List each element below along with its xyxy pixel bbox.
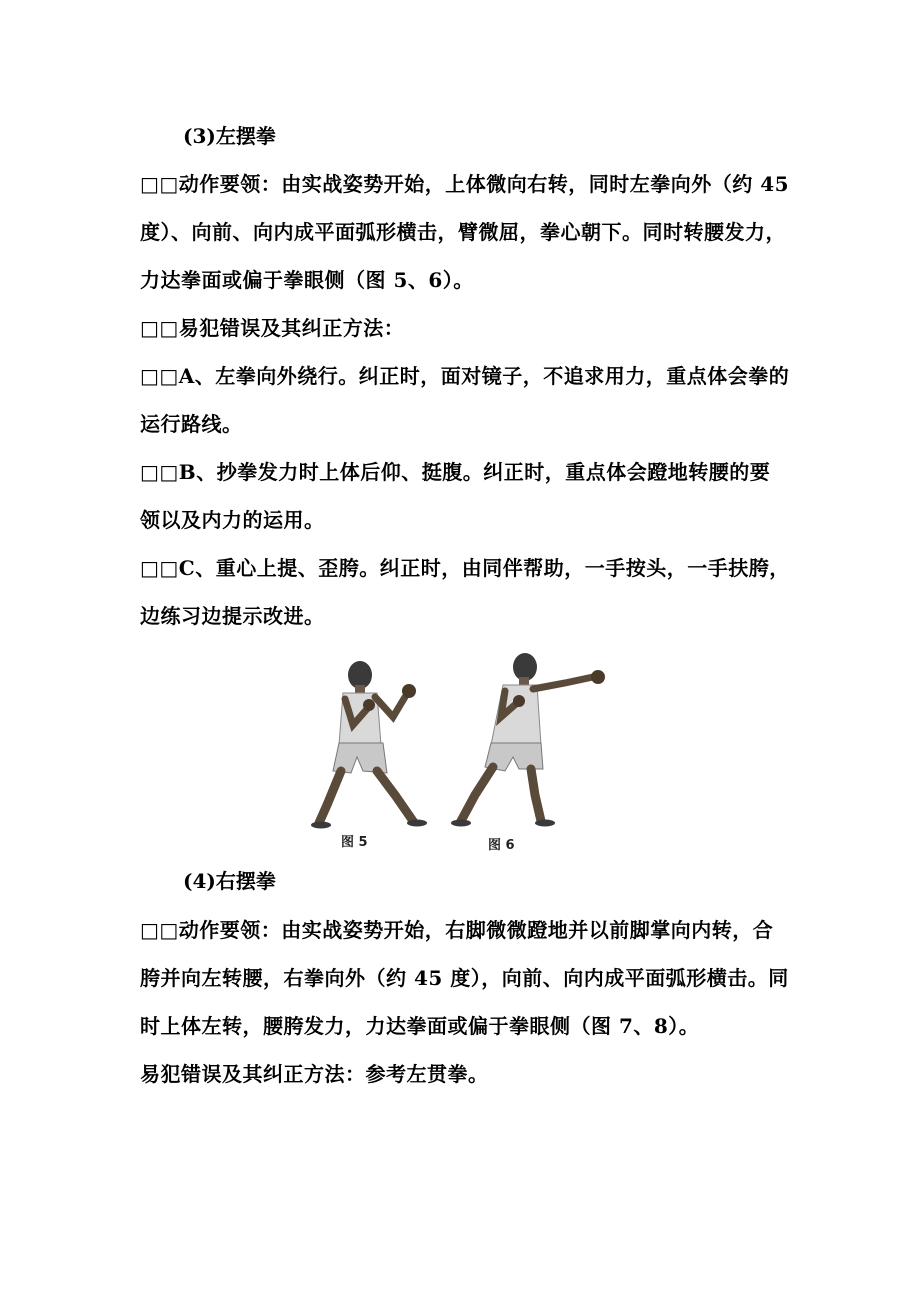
section-3-errors-title: □□易犯错误及其纠正方法：: [140, 316, 405, 340]
boxing-figure: [305, 645, 610, 860]
section-4-errors: 易犯错误及其纠正方法：参考左贯拳。: [140, 1062, 489, 1086]
section-4-key-points: □□动作要领：由实战姿势开始，右脚微微蹬地并以前脚掌向内转，合胯并向左转腰，右拳向外（约 45 度），向前、向内成平面弧形横击。同时上体左转，腰胯发力，力达拳面或偏于拳眼侧（图 7、8）。: [140, 918, 789, 1038]
boxer-figure-5: [311, 661, 427, 829]
figure-6-caption: 图 6: [488, 838, 515, 853]
section-3-error-a: □□A、左拳向外绕行。纠正时，面对镜子，不追求用力，重点体会拳的运行路线。: [140, 364, 790, 436]
section-3-key-points: □□动作要领：由实战姿势开始，上体微向右转，同时左拳向外（约 45 度）、向前、向内成平面弧形横击，臂微屈，拳心朝下。同时转腰发力，力达拳面或偏于拳眼侧（图 5、6）。: [140, 172, 790, 292]
section-3-error-b: □□B、抄拳发力时上体后仰、挺腹。纠正时，重点体会蹬地转腰的要领以及内力的运用。: [140, 460, 771, 532]
boxer-figure-6: [451, 653, 605, 827]
section-3-heading: (3)左摆拳: [183, 124, 276, 148]
section-3-error-c: □□C、重心上提、歪胯。纠正时，由同伴帮助，一手按头，一手扶胯，边练习边提示改进。: [140, 556, 790, 628]
section-4-heading: (4)右摆拳: [183, 869, 276, 893]
figure-5-caption: 图 5: [341, 835, 368, 850]
